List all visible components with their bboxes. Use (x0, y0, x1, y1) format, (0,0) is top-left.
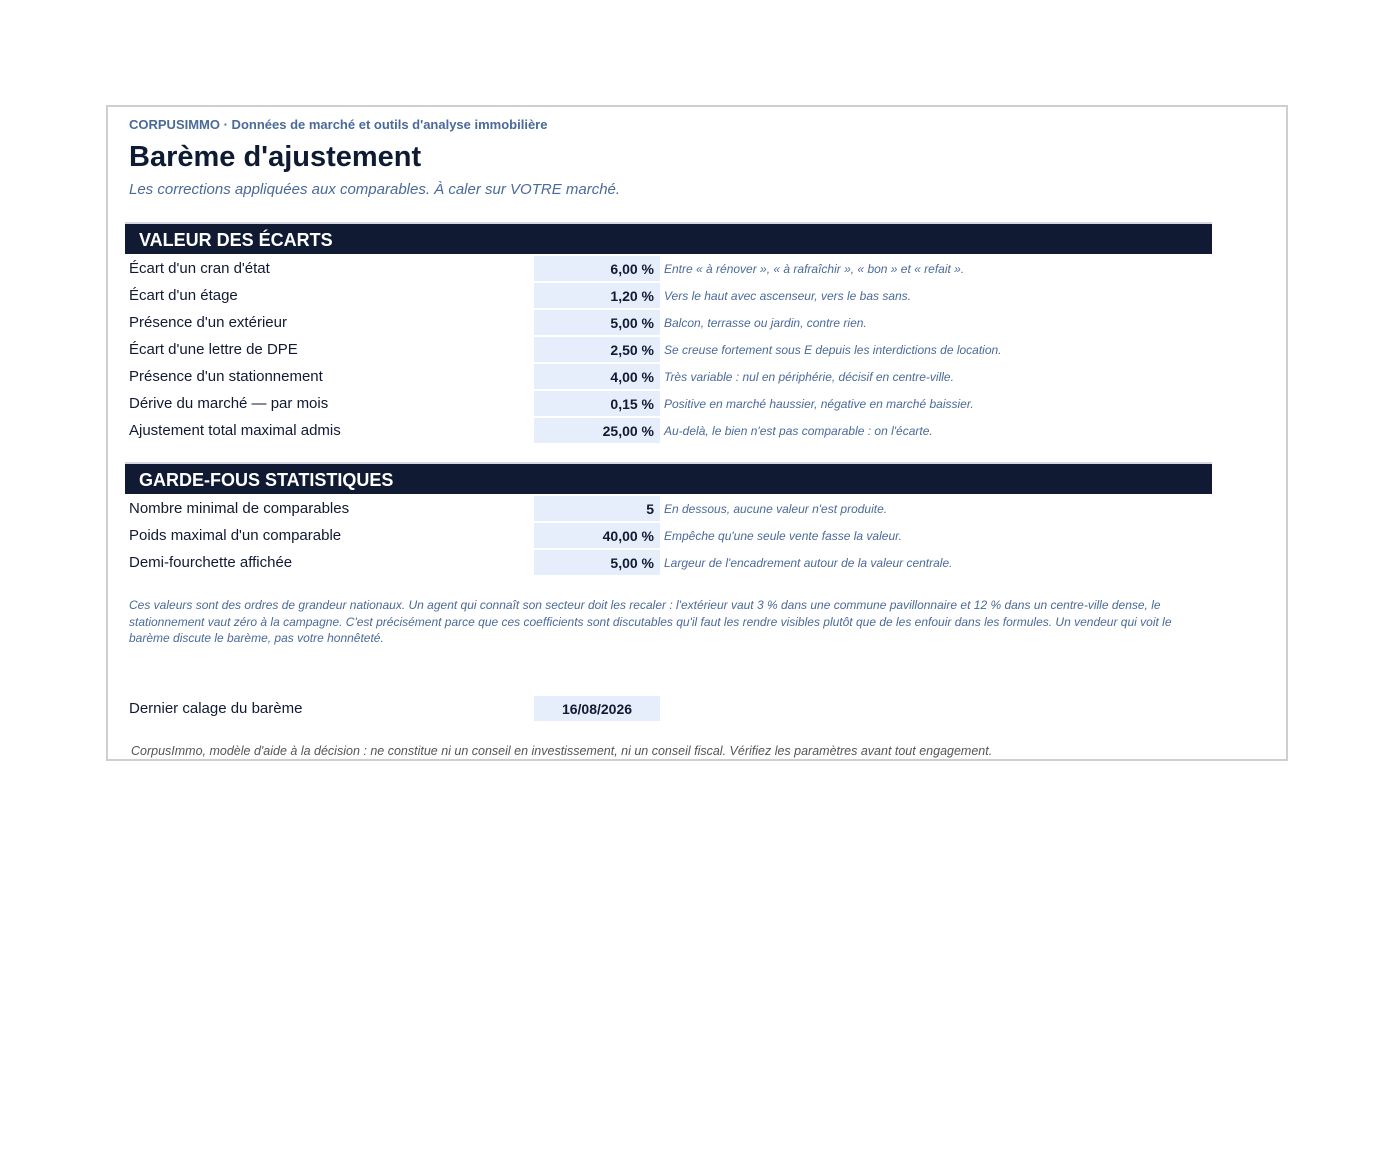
param-row-max-adjustment (125, 418, 1212, 445)
param-value-input[interactable]: 40,00 % (534, 523, 660, 549)
param-row-outdoor-space (125, 310, 1212, 337)
section-header-statistical-guards: GARDE-FOUS STATISTIQUES (125, 462, 1212, 494)
param-label: Ajustement total maximal admis (129, 422, 341, 439)
param-row-market-drift (125, 391, 1212, 418)
brand-header: CORPUSIMMO · Données de marché et outils d'analyse immobilière (129, 117, 548, 132)
explanation-paragraph: Ces valeurs sont des ordres de grandeur nationaux. Un agent qui connaît son secteur doit les recaler : l'extérieur vaut 3 % dans une commune pavillonnaire et 12 % dans un centre-ville dense, le stationnement vaut zéro à la campagne. C'est précisément parce que ces coefficients sont discutables qu'il faut les rendre visibles plutôt que de les enfouir dans les formules. Un vendeur qui voit le barème discute le barème, pas votre honnêteté. (129, 598, 1172, 645)
param-label: Écart d'un cran d'état (129, 260, 270, 277)
adjustment-scale-sheet (106, 105, 1288, 761)
param-value-input[interactable]: 5,00 % (534, 550, 660, 576)
param-row-parking (125, 364, 1212, 391)
param-label: Écart d'une lettre de DPE (129, 341, 298, 358)
param-note: Vers le haut avec ascenseur, vers le bas sans. (664, 289, 912, 303)
param-value-input[interactable]: 0,15 % (534, 391, 660, 417)
param-note: En dessous, aucune valeur n'est produite. (664, 502, 888, 516)
param-label: Demi-fourchette affichée (129, 554, 293, 571)
param-row-half-range (125, 550, 1212, 577)
param-label: Dernier calage du barème (129, 700, 303, 717)
param-row-condition-step (125, 256, 1212, 283)
param-note: Très variable : nul en périphérie, décisif en centre-ville. (664, 370, 954, 384)
param-label: Nombre minimal de comparables (129, 500, 350, 517)
param-label: Poids maximal d'un comparable (129, 527, 342, 544)
param-value-input[interactable]: 5 (534, 496, 660, 522)
param-label: Présence d'un extérieur (129, 314, 287, 331)
param-note: Empêche qu'une seule vente fasse la valeur. (664, 529, 902, 543)
param-note: Entre « à rénover », « à rafraîchir », « bon » et « refait ». (664, 262, 965, 276)
param-value-input[interactable]: 5,00 % (534, 310, 660, 336)
page-title: Barème d'ajustement (129, 141, 422, 173)
param-row-dpe-letter (125, 337, 1212, 364)
param-label: Écart d'un étage (129, 287, 238, 304)
param-row-min-comparables (125, 496, 1212, 523)
param-label: Présence d'un stationnement (129, 368, 323, 385)
param-value-input[interactable]: 2,50 % (534, 337, 660, 363)
section-header-gap-values: VALEUR DES ÉCARTS (125, 222, 1212, 254)
param-note: Largeur de l'encadrement autour de la valeur centrale. (664, 556, 953, 570)
calibration-date-input[interactable]: 16/08/2026 (534, 696, 660, 722)
disclaimer-footer: CorpusImmo, modèle d'aide à la décision : ne constitue ni un conseil en investissement, ni un conseil fiscal. Vérifiez les paramètres avant tout engagement. (131, 744, 993, 758)
param-value-input[interactable]: 6,00 % (534, 256, 660, 282)
param-note: Se creuse fortement sous E depuis les interdictions de location. (664, 343, 1002, 357)
param-row-max-weight (125, 523, 1212, 550)
param-value-input[interactable]: 1,20 % (534, 283, 660, 309)
param-value-input[interactable]: 4,00 % (534, 364, 660, 390)
param-note: Balcon, terrasse ou jardin, contre rien. (664, 316, 867, 330)
param-value-input[interactable]: 25,00 % (534, 418, 660, 444)
page-subtitle: Les corrections appliquées aux comparables. À caler sur VOTRE marché. (129, 181, 621, 198)
param-row-floor-step (125, 283, 1212, 310)
param-note: Positive en marché haussier, négative en marché baissier. (664, 397, 974, 411)
param-row-last-calibration (125, 696, 1212, 723)
param-label: Dérive du marché — par mois (129, 395, 329, 412)
param-note: Au-delà, le bien n'est pas comparable : on l'écarte. (664, 424, 933, 438)
